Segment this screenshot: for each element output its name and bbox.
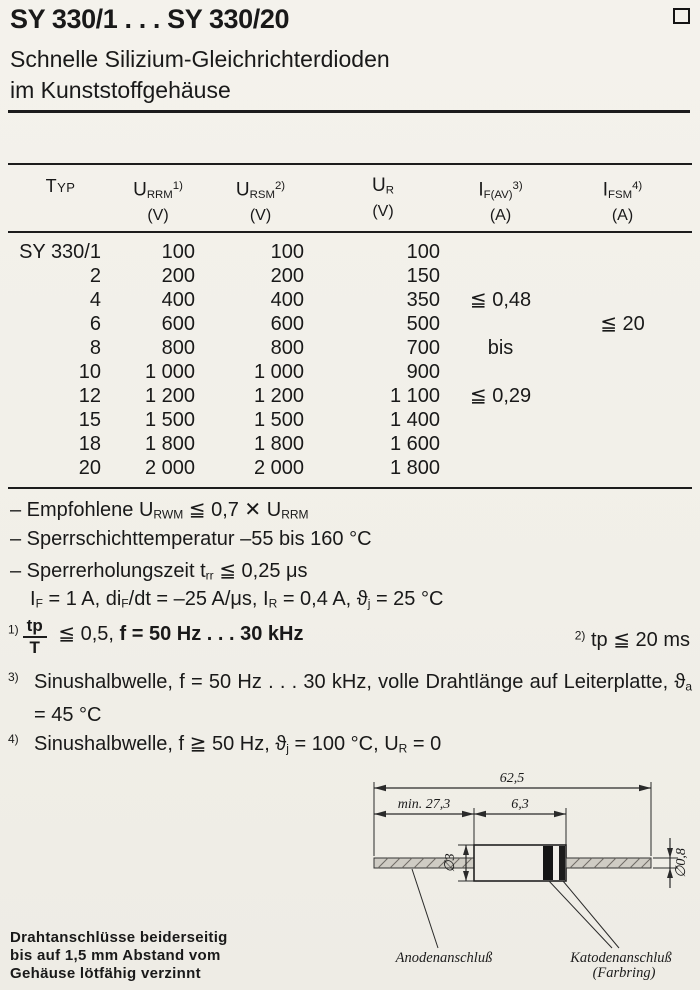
subtitle-line2: im Kunststoffgehäuse <box>10 77 231 103</box>
footnote-3 <box>8 663 692 730</box>
header-rule <box>8 110 690 113</box>
cell-urrm: 1 000 <box>144 360 195 383</box>
cell-typ: 12 <box>78 384 101 407</box>
cell-ifav: bis <box>487 336 514 359</box>
dim-lead-label: min. 27,3 <box>397 797 451 812</box>
arrowhead <box>463 871 469 881</box>
cell-typ: 18 <box>78 432 101 455</box>
footer-line2: bis auf 1,5 mm Abstand vom <box>10 947 221 964</box>
cell-ursm: 1 500 <box>253 408 304 431</box>
arrowhead <box>462 811 474 817</box>
table-row <box>8 432 692 456</box>
arrowhead <box>374 785 386 791</box>
cell-ur: 100 <box>406 240 440 263</box>
cell-ur: 1 400 <box>389 408 440 431</box>
leader-line-cathode <box>563 881 619 948</box>
footnote-2-marker: 2) <box>574 628 586 643</box>
cell-typ: 10 <box>78 360 101 383</box>
cell-urrm: 600 <box>161 312 195 335</box>
col-header-ursm: $U_{RSM}^{2)}$ (V) <box>203 164 318 232</box>
cell-ifsm <box>553 432 692 456</box>
fraction-denominator: T <box>29 637 40 657</box>
cell-ifsm <box>553 232 692 264</box>
table-row <box>8 360 692 384</box>
cell-ifav <box>448 456 553 488</box>
footnote-1 <box>8 617 692 657</box>
subtitle <box>10 44 390 106</box>
dim-body-dia-label: ∅3 <box>443 853 458 873</box>
arrowhead <box>374 811 386 817</box>
cell-urrm: 1 200 <box>144 384 195 407</box>
cell-urrm: 400 <box>161 288 195 311</box>
col-header-ifsm: $I_{FSM}^{4)}$ (A) <box>553 164 692 232</box>
cell-ur: 700 <box>406 336 440 359</box>
arrowhead <box>463 845 469 855</box>
cell-ursm: 100 <box>270 240 304 263</box>
cell-ifav <box>448 432 553 456</box>
col-header-ur: $U_R$ (V) <box>318 164 448 232</box>
cathode-edge-band <box>559 846 565 880</box>
cell-urrm: 1 800 <box>144 432 195 455</box>
table-row <box>8 288 692 312</box>
cell-urrm: 200 <box>161 264 195 287</box>
footnote-2 <box>575 627 690 652</box>
footer-line3: Gehäuse lötfähig verzinnt <box>10 965 201 982</box>
footer-line1: Drahtanschlüsse beiderseitig <box>10 929 228 946</box>
footnote-4 <box>8 725 692 763</box>
cell-ifsm <box>553 360 692 384</box>
cell-typ: SY 330/1 <box>19 240 101 263</box>
footnote-1-text: ≦ 0,5, f = 50 Hz . . . 30 kHz <box>52 622 304 645</box>
cell-ur: 150 <box>406 264 440 287</box>
cell-typ: 20 <box>78 456 101 479</box>
cell-ifav: ≦ 0,48 <box>469 288 532 311</box>
footnote-3-marker: 3) <box>8 670 19 684</box>
cell-ifsm <box>553 288 692 312</box>
cell-typ: 4 <box>89 288 101 311</box>
note-recovery-time: – Sperrerholungszeit $t_{rr}$ ≦ 0,25 μs <box>10 560 308 583</box>
table-row <box>8 336 692 360</box>
footnote-4-marker: 4) <box>8 732 19 746</box>
note-test-conditions: $I_F = 1$ A, $di_F/dt = -25$ A/μs, $I_R = 0,4$ A, $ϑ_j = 25$ °C <box>30 588 444 611</box>
cell-ifsm <box>553 336 692 360</box>
cell-ursm: 2 000 <box>253 456 304 479</box>
subtitle-line1: Schnelle Silizium-Gleichrichterdioden <box>10 46 390 72</box>
arrowhead <box>667 868 673 878</box>
cell-ifav: ≦ 0,29 <box>469 384 532 407</box>
cell-ifav <box>448 264 553 288</box>
cell-typ: 6 <box>89 312 101 335</box>
spec-table <box>8 163 692 489</box>
cell-ursm: 1 800 <box>253 432 304 455</box>
arrowhead <box>639 785 651 791</box>
cell-ifsm: ≦ 20 <box>600 312 645 335</box>
cell-ur: 1 100 <box>389 384 440 407</box>
cell-ifav <box>448 312 553 336</box>
arrowhead <box>474 811 486 817</box>
cell-urrm: 1 500 <box>144 408 195 431</box>
cathode-lead <box>566 858 651 868</box>
cathode-band <box>543 846 553 880</box>
cell-ur: 1 800 <box>389 456 440 479</box>
table-row <box>8 264 692 288</box>
cell-ursm: 800 <box>270 336 304 359</box>
cell-ifsm <box>553 384 692 408</box>
footer-note <box>10 929 228 983</box>
col-header-urrm: $U_{RRM}^{1)}$ (V) <box>113 164 203 232</box>
cell-urrm: 100 <box>161 240 195 263</box>
table-row <box>8 384 692 408</box>
cell-ursm: 600 <box>270 312 304 335</box>
anode-lead <box>374 858 474 868</box>
arrowhead <box>554 811 566 817</box>
cell-ifav <box>448 232 553 264</box>
cell-ur: 500 <box>406 312 440 335</box>
dim-total-label: 62,5 <box>499 771 525 786</box>
note-junction-temp: – Sperrschichttemperatur –55 bis 160 °C <box>10 528 372 550</box>
cell-ifav <box>448 360 553 384</box>
footnote-3-text: Sinushalbwelle, f = 50 Hz . . . 30 kHz, volle Drahtlänge auf Leiterplatte, $ϑ_a = 45$ °C <box>34 670 692 727</box>
dim-lead-dia-label: ∅0,8 <box>674 848 689 878</box>
table-row <box>8 312 692 336</box>
cathode-label-farbring: (Farbring) <box>592 965 656 981</box>
table-row <box>8 232 692 264</box>
cell-ursm: 1 200 <box>253 384 304 407</box>
corner-marker-box <box>673 8 690 24</box>
cell-ursm: 400 <box>270 288 304 311</box>
cell-ifav <box>448 408 553 432</box>
leader-line-anode <box>412 869 438 948</box>
cell-ur: 1 600 <box>389 432 440 455</box>
table-header-row <box>8 164 692 232</box>
cell-typ: 2 <box>89 264 101 287</box>
cell-urrm: 800 <box>161 336 195 359</box>
fraction-tp-over-T <box>23 617 47 657</box>
table-row <box>8 456 692 488</box>
cell-ifsm <box>553 456 692 488</box>
cell-ifsm <box>553 264 692 288</box>
package-drawing <box>316 768 694 984</box>
footnote-1-marker: 1) <box>8 622 19 637</box>
cell-ursm: 1 000 <box>253 360 304 383</box>
cell-ur: 900 <box>406 360 440 383</box>
anode-label: Anodenanschluß <box>395 950 493 966</box>
cell-typ: 15 <box>78 408 101 431</box>
dim-body-label: 6,3 <box>511 797 529 812</box>
page-title: SY 330/1 . . . SY 330/20 <box>10 4 290 34</box>
fraction-numerator: tp <box>23 617 47 638</box>
col-header-ifav: $I_{F(AV)}^{3)}$ (A) <box>448 164 553 232</box>
footnote-4-text: Sinushalbwelle, f ≧ 50 Hz, $ϑ_j = 100$ °C, $U_R = 0$ <box>34 732 442 756</box>
col-header-typ: Typ <box>8 164 113 232</box>
cell-typ: 8 <box>89 336 101 359</box>
leader-line-cathode <box>549 881 612 948</box>
note-urwm: – Empfohlene $U_{RWM}$ ≦ 0,7 ✕ $U_{RRM}$ <box>10 499 309 522</box>
cathode-label: Katodenanschluß <box>570 950 672 966</box>
cell-ursm: 200 <box>270 264 304 287</box>
cell-ur: 350 <box>406 288 440 311</box>
footnote-2-text: tp ≦ 20 ms <box>585 629 690 651</box>
cell-urrm: 2 000 <box>144 456 195 479</box>
cell-ifsm <box>553 408 692 432</box>
table-row <box>8 408 692 432</box>
arrowhead <box>667 848 673 858</box>
